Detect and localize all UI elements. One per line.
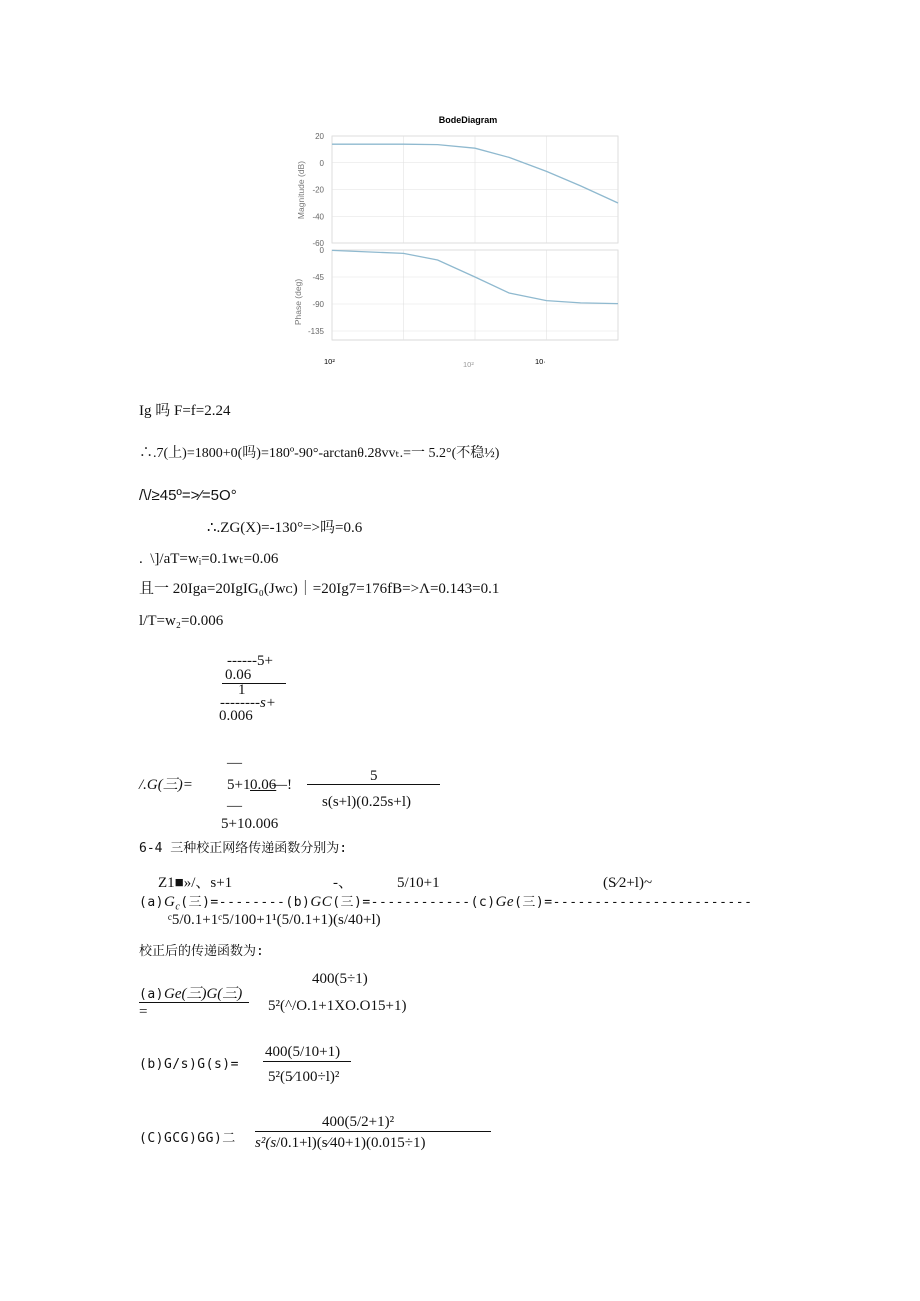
net-b-gc: GC [310, 894, 333, 910]
phase-ylabel: Phase (deg) [293, 278, 303, 326]
line-4: ∴.ZG(X)=-130°=>吗=0.6 [207, 520, 363, 536]
net-a-sub: c [175, 901, 181, 913]
after-c-rule [255, 1131, 491, 1132]
magnitude-panel [296, 132, 618, 248]
y-tick-label: -60 [312, 239, 324, 248]
net-bottom-line: ᶜ5/0.1+1ᶜ5/100+1¹(5/0.1+1)(s/40+l) [168, 912, 381, 928]
y-tick-label: -40 [312, 212, 324, 222]
after-c-den-s: s²(s [255, 1135, 277, 1151]
after-a-eq: = [139, 1004, 148, 1020]
after-a-rule [139, 1002, 249, 1003]
line-5: . \]/aT=wᵢ=0.1wₜ=0.06 [139, 551, 279, 567]
after-c-den-rest: /0.1+l)(s⁄40+1)(0.015÷1) [276, 1135, 426, 1151]
after-a-label: (a) [139, 987, 164, 1002]
after-c-den [255, 1134, 425, 1152]
line-6: 且一 20Iga=20IgIG₀(Jwᴄ)｜=20Ig7=176fB=>Λ=0.143=0.1 [139, 581, 500, 597]
y-tick-label: -135 [307, 327, 324, 336]
gc-den: 5+10.006 [221, 816, 279, 832]
frac1-den-dash: --------s+ [220, 695, 276, 711]
net-c-rest: (三)=------------------------ [514, 895, 753, 910]
x-tick-labels [324, 357, 546, 369]
y-tick-label: -45 [312, 273, 324, 282]
y-tick-label: 0 [319, 246, 324, 255]
y-tick-label: -20 [312, 185, 324, 195]
bode-diagram [280, 108, 625, 373]
phase-panel [293, 246, 618, 340]
gc-dash-mid: — [227, 798, 242, 814]
net-b-rest: (三)=------------(c) [332, 895, 496, 910]
frac1-one: 1 [238, 682, 246, 698]
after-c-lhs: (C)GCG)GG)二 [139, 1131, 236, 1146]
after-c-num: 400(5/2+1)² [322, 1114, 395, 1130]
frac1-top: ------5+ [227, 653, 273, 669]
net-top-c: 5/10+1 [397, 875, 440, 891]
net-a-label: (a) [139, 895, 164, 910]
frac1-numerator: 0.06 [225, 667, 252, 683]
section-6-4-heading: 6-4 三种校正网络传递函数分别为: [139, 841, 348, 856]
phase-y-ticks [308, 246, 325, 336]
y-tick-label: 0 [319, 158, 324, 168]
frac1-denominator: 0.006 [219, 708, 253, 724]
net-c-ge: Ge [495, 894, 515, 910]
frac1-rule [222, 683, 286, 684]
line-7: l/T=w₂=0.006 [139, 613, 224, 629]
gc-rhs-den: s(s+l)(0.25s+l) [322, 794, 411, 810]
net-top-a: Z1■»/、s+1 [158, 875, 233, 891]
chart-title: BodeDiagram [438, 115, 498, 125]
y-tick-label: 20 [315, 132, 324, 141]
x-tick-label: 10² [324, 357, 335, 366]
after-b-lhs: (b)G/s)G(s)= [139, 1057, 239, 1072]
after-a-expr: Ge(三)G(三) [163, 986, 243, 1002]
after-b-rule [263, 1061, 351, 1062]
gc-rhs-rule [307, 784, 440, 785]
line-3: /\/≥45º=>⁄=5O° [139, 487, 237, 504]
gc-num-b: 0.06 [250, 777, 277, 793]
x-tick-label: 10· [535, 357, 546, 366]
net-a-rest: (三)=--------(b) [180, 895, 311, 910]
gc-num-a: 5+1 [227, 777, 251, 793]
x-tick-label: 10² [463, 360, 474, 369]
net-top-d: (S⁄2+l)~ [603, 875, 653, 891]
magnitude-y-ticks [312, 132, 324, 248]
gc-lhs: /.G(三)= [139, 777, 193, 793]
y-tick-label: -90 [312, 300, 324, 309]
after-b-num: 400(5/10+1) [265, 1044, 341, 1060]
after-a-den: 5²(^/O.1+1XO.O15+1) [268, 998, 407, 1014]
net-top-b: -、 [333, 875, 353, 891]
gc-rhs-num: 5 [370, 768, 378, 784]
line-2: ∴.7(上)=1800+0(吗)=180º-90°-arctanθ.28vvₜ.=一 5.2°(不稳½) [139, 446, 500, 461]
net-a-g: G [163, 894, 176, 910]
line-1: Ig 吗 F=f=2.24 [139, 403, 231, 419]
magnitude-ylabel: Magnitude (dB) [296, 160, 306, 220]
gc-dash-top: — [227, 755, 242, 771]
after-b-den: 5²(5⁄100÷l)² [268, 1069, 340, 1085]
gc-num-c: —! [272, 777, 292, 793]
after-a-num: 400(5÷1) [312, 971, 368, 987]
after-heading: 校正后的传递函数为: [139, 944, 264, 959]
